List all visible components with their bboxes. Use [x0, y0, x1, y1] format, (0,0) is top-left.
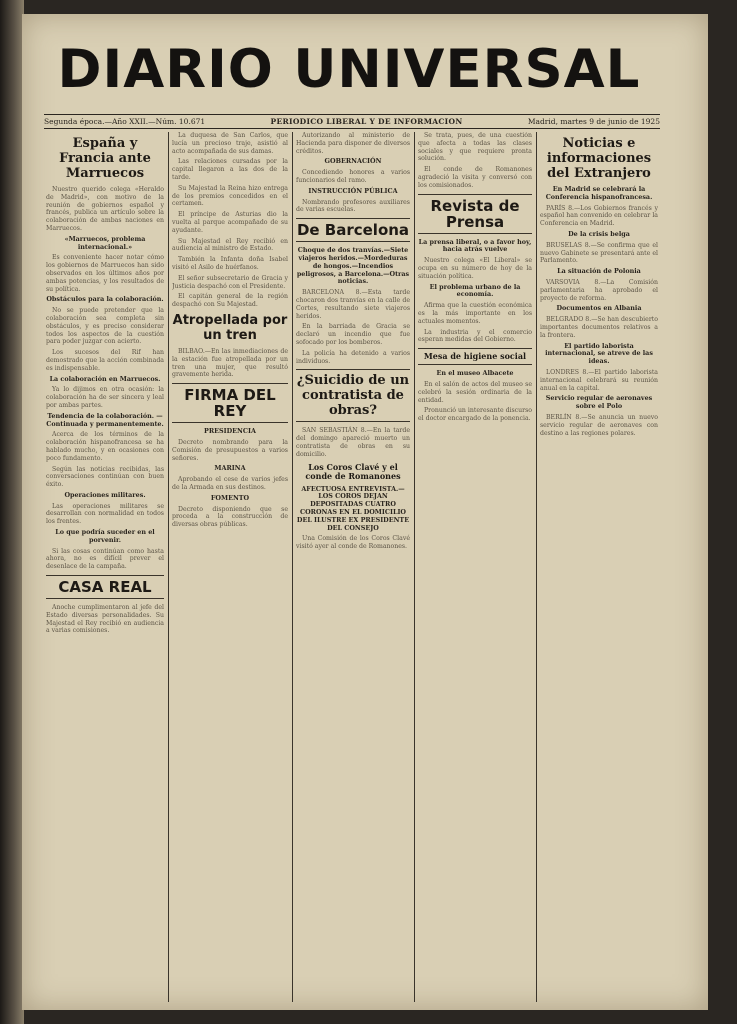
subhead: El problema urbano de la economía.: [429, 282, 521, 299]
subhead: FOMENTO: [210, 493, 250, 502]
headline-coros-clave: Los Coros Clavé y el conde de Romanones: [305, 461, 401, 481]
subhead: En el museo Albacete: [436, 369, 514, 378]
subhead: La colaboración en Marruecos.: [49, 374, 161, 383]
masthead-title: DIARIO UNIVERSAL: [57, 39, 641, 100]
subhead: La situación de Polonia: [557, 267, 641, 276]
subhead: PRESIDENCIA: [204, 427, 256, 436]
subhead: Tendencia de la colaboración. — Continuada y permanentemente.: [46, 411, 164, 428]
headline-higiene-social: Mesa de higiene social: [418, 348, 532, 365]
newspaper-tagline: PERIODICO LIBERAL Y DE INFORMACION: [270, 117, 463, 126]
subhead: Obstáculos para la colaboración.: [46, 295, 164, 304]
subhead: La prensa liberal, o a favor hoy, hacia atrás vuelve: [418, 237, 532, 254]
subhead: De la crisis belga: [568, 229, 630, 238]
book-spine: [0, 0, 24, 1024]
subhead: GOBERNACIÓN: [324, 157, 382, 166]
headline-atropellada: Atropellada por un tren: [172, 312, 288, 343]
column-rule: [414, 132, 415, 1002]
column-5: Noticias e informaciones del Extranjero En Madrid se celebrará la Conferencia hispanofrancesa. PARÍS 8.—Los Gobiernos francés y español han convenido en celebrar la Conferencia en Madrid. De la crisis belga BRUSELAS 8.—Se confirma que el nuevo Gabinete se presentará ante el Parlamento. La situación de Polonia VARSOVIA 8.—La Comisión parlamentaria ha aprobado el proyecto de reforma. Documentos en Albania BELGRADO 8.—Se han descubierto importantes documentos relativos a la frontera. El partido laborista internacional, se atreve de las ideas. LONDRES 8.—El partido laborista internacional celebrará su reunión anual en la capital. Servicio regular de aeronaves sobre el Polo BERLÍN 8.—Se anuncia un nuevo servicio regular de aeronaves con destino a las regiones polares.: [540, 136, 658, 437]
column-4: Se trata, pues, de una cuestión que afecta a todas las clases sociales y que requiere pronta solución. El conde de Romanones agradeció la visita y conversó con los comisionados. Revista de Prensa La prensa liberal, o a favor hoy, hacia atrás vuelve Nuestro colega «El Liberal» se ocupa en su número de hoy de la situación política. El problema urbano de la economía. Afirma que la cuestión económica es la más importante en los actuales momentos. La industria y el comercio esperan medidas del Gobierno. Mesa de higiene social En el museo Albacete En el salón de actos del museo se celebró la sesión ordinaria de la entidad. Pronunció un interesante discurso el doctor encargado de la ponencia.: [418, 132, 532, 423]
column-2: La duquesa de San Carlos, que lucía un precioso traje, asistió al acto acompañada de sus damas. Las relaciones cursadas por la capital llegaron a las dos de la tarde. Su Majestad la Reina hizo entrega de los premios concedidos en el certamen. El príncipe de Asturias dio la vuelta al parque acompañado de su ayudante. Su Majestad el Rey recibió en audiencia al ministro de Estado. También la Infanta doña Isabel visitó el Asilo de huérfanos. El señor subsecretario de Gracia y Justicia despachó con el Presidente. El capitán general de la región despachó con Su Majestad. Atropellada por un tren BILBAO.—En las inmediaciones de la estación fue atropellada por un tren una mujer, que resultó gravemente herida. FIRMA DEL REY PRESIDENCIA Decreto nombrando para la Comisión de presupuestos a varios señores. MARINA Aprobando el cese de varios jefes de la Armada en sus destinos. FOMENTO Decreto disponiendo que se proceda a la construcción de diversas obras públicas.: [172, 132, 288, 529]
subhead: MARINA: [214, 464, 246, 473]
column-1: España y Francia ante Marruecos Nuestro querido colega «Heraldo de Madrid», con motivo de la reunión de gobiernos español y francés, publica un artículo sobre la colaboración de ambas naciones en Marruecos. «Marruecos, problema internacional.» Es conveniente hacer notar cómo los gobiernos de Marruecos han sido observados en los últimos años por ambas potencias, y los resultados de su política. Obstáculos para la colaboración. No se puede pretender que la colaboración sea completa sin obstáculos, y es preciso considerar todos los aspectos de la cuestión para poder juzgar con acierto. Los sucesos del Rif han demostrado que la acción combinada es indispensable. La colaboración en Marruecos. Ya lo dijimos en otra ocasión: la colaboración ha de ser sincera y leal por ambas partes. Tendencia de la colaboración. — Continuada y permanentemente. Acerca de los términos de la colaboración hispanofrancesa se ha hablado mucho, y en ocasiones con poco fundamento. Según las noticias recibidas, las conversaciones continúan con buen éxito. Operaciones militares. Las operaciones militares se desarrollan con normalidad en todos los frentes. Lo que podría suceder en el porvenir. Si las cosas continúan como hasta ahora, no es difícil prever el desenlace de la campaña. CASA REAL Anoche cumplimentaron al jefe del Estado diversas personalidades. Su Majestad el Rey recibió en audiencia a varias comisiones.: [46, 136, 164, 635]
subhead: El partido laborista internacional, se atreve de las ideas.: [545, 341, 653, 366]
issue-number: Segunda época.—Año XXII.—Núm. 10.671: [44, 117, 206, 126]
subhead: Lo que podría suceder en el porvenir.: [55, 528, 155, 544]
newspaper-page: [22, 14, 708, 1010]
subhead: Choque de dos tranvías.—Siete viajeros heridos.—Mordeduras de hongos.—Incendios peligrosos, a Barcelona.—Otras noticias.: [296, 246, 410, 286]
subhead: INSTRUCCIÓN PÚBLICA: [308, 186, 398, 195]
headline-de-barcelona: De Barcelona: [296, 218, 410, 242]
subhead: Servicio regular de aeronaves sobre el Polo: [545, 394, 653, 411]
subhead: En Madrid se celebrará la Conferencia hispanofrancesa.: [545, 185, 653, 201]
headline-casa-real: CASA REAL: [46, 575, 164, 599]
headline-suicidio: ¿Suicidio de un contratista de obras?: [296, 369, 410, 422]
headline-espana-francia: España y Francia ante Marruecos: [59, 136, 151, 181]
headline-revista-de-prensa: Revista de Prensa: [418, 194, 532, 234]
subhead: Operaciones militares.: [64, 490, 146, 499]
column-3: Autorizando al ministerio de Hacienda para disponer de diversos créditos. GOBERNACIÓN Concediendo honores a varios funcionarios del ramo. INSTRUCCIÓN PÚBLICA Nombrando profesores auxiliares de varias escuelas. De Barcelona Choque de dos tranvías.—Siete viajeros heridos.—Mordeduras de hongos.—Incendios peligrosos, a Barcelona.—Otras noticias. BARCELONA 8.—Esta tarde chocaron dos tranvías en la calle de Cortes, resultando siete viajeros heridos. En la barriada de Gracia se declaró un incendio que fue sofocado por los bomberos. La policía ha detenido a varios individuos. ¿Suicidio de un contratista de obras? SAN SEBASTIÁN 8.—En la tarde del domingo apareció muerto un contratista de obras en su domicilio. Los Coros Clavé y el conde de Romanones AFECTUOSA ENTREVISTA.—LOS COROS DEJAN DEPOSITADAS CUATRO CORONAS EN EL DOMICILIO DEL ILUSTRE EX PRESIDENTE DEL CONSEJO Una Comisión de los Coros Clavé visitó ayer al conde de Romanones.: [296, 132, 410, 551]
column-rule: [168, 132, 169, 1002]
issue-info-bar: [44, 114, 660, 129]
subhead: AFECTUOSA ENTREVISTA.—LOS COROS DEJAN DEPOSITADAS CUATRO CORONAS EN EL DOMICILIO DEL ILUSTRE EX PRESIDENTE DEL CONSEJO: [296, 484, 410, 532]
headline-firma-del-rey: FIRMA DEL REY: [172, 383, 288, 423]
headline-noticias-extranjero: Noticias e informaciones del Extranjero: [546, 136, 652, 181]
subhead: «Marruecos, problema internacional.»: [64, 234, 146, 251]
column-rule: [536, 132, 537, 1002]
issue-date: Madrid, martes 9 de junio de 1925: [527, 117, 660, 126]
subhead: Documentos en Albania: [556, 304, 642, 313]
column-rule: [292, 132, 293, 1002]
